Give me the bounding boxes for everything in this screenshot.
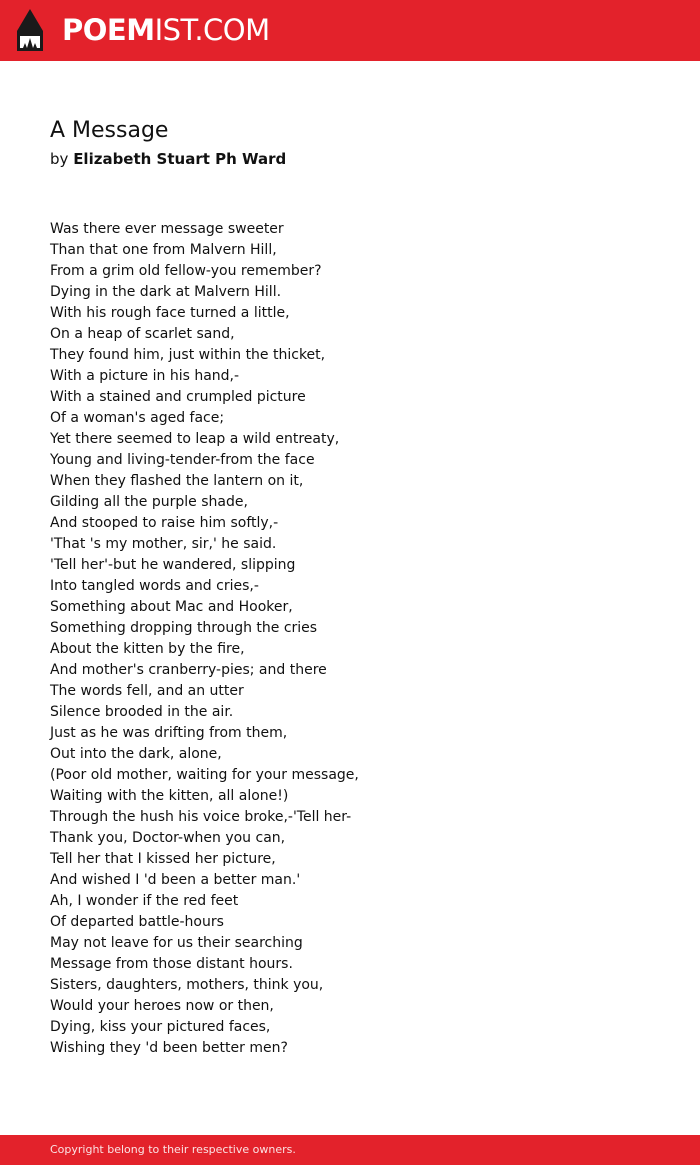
site-logo[interactable] [62, 12, 270, 48]
poem-line: (Poor old mother, waiting for your message, [50, 767, 359, 783]
logo-bold-text: POEM [62, 13, 155, 47]
poem-line: Of a woman's aged face; [50, 410, 225, 426]
poem-line: 'Tell her'-but he wandered, slipping [50, 557, 296, 573]
poem-line: Out into the dark, alone, [50, 746, 222, 762]
poem-line: Something about Mac and Hooker, [50, 599, 293, 615]
poem-line: Thank you, Doctor-when you can, [50, 830, 286, 846]
poem-line: Message from those distant hours. [50, 956, 293, 972]
site-header [0, 0, 700, 61]
site-footer [0, 1135, 700, 1165]
poem-title: A Message [50, 118, 169, 143]
poem-line: About the kitten by the fire, [50, 641, 245, 657]
poem-line: Waiting with the kitten, all alone!) [50, 788, 289, 804]
poem-line: Dying in the dark at Malvern Hill. [50, 284, 282, 300]
poem-line: 'That 's my mother, sir,' he said. [50, 536, 277, 552]
poem-byline [50, 149, 286, 169]
poem-line: They found him, just within the thicket, [50, 347, 326, 363]
poem-line: With a picture in his hand,- [50, 368, 240, 384]
poem-line: On a heap of scarlet sand, [50, 326, 235, 342]
poem-line: Tell her that I kissed her picture, [50, 851, 276, 867]
poem-line: From a grim old fellow-you remember? [50, 263, 322, 279]
copyright-text: Copyright belong to their respective owners. [50, 1143, 296, 1156]
poem-line: Something dropping through the cries [50, 620, 318, 636]
poem-line: Gilding all the purple shade, [50, 494, 248, 510]
poem-line: And mother's cranberry-pies; and there [50, 662, 327, 678]
poem-line: Young and living-tender-from the face [50, 452, 315, 468]
poem-line: Yet there seemed to leap a wild entreaty, [50, 431, 340, 447]
poem-line: Of departed battle-hours [50, 914, 224, 930]
poem-line: The words fell, and an utter [50, 683, 244, 699]
poem-line: Just as he was drifting from them, [50, 725, 288, 741]
poem-line: When they flashed the lantern on it, [50, 473, 304, 489]
pencil-tip-icon[interactable] [17, 9, 43, 51]
logo-light-text: IST.COM [154, 13, 270, 47]
poem-author: Elizabeth Stuart Ph Ward [73, 150, 287, 168]
poem-line: May not leave for us their searching [50, 935, 303, 951]
poem-line: Than that one from Malvern Hill, [50, 242, 277, 258]
poem-body [50, 219, 650, 1059]
poem-line: Wishing they 'd been better men? [50, 1040, 288, 1056]
byline-prefix: by [50, 150, 69, 168]
poem-line: With his rough face turned a little, [50, 305, 290, 321]
poem-line: Would your heroes now or then, [50, 998, 274, 1014]
poem-line: And wished I 'd been a better man.' [50, 872, 301, 888]
poem-line: Was there ever message sweeter [50, 221, 284, 237]
poem-line: Dying, kiss your pictured faces, [50, 1019, 271, 1035]
poem-line: Through the hush his voice broke,-'Tell her- [50, 809, 352, 825]
poem-line: And stooped to raise him softly,- [50, 515, 279, 531]
poem-line: Silence brooded in the air. [50, 704, 234, 720]
poem-line: Sisters, daughters, mothers, think you, [50, 977, 324, 993]
poem-line: Ah, I wonder if the red feet [50, 893, 239, 909]
poem-line: With a stained and crumpled picture [50, 389, 306, 405]
poem-line: Into tangled words and cries,- [50, 578, 259, 594]
